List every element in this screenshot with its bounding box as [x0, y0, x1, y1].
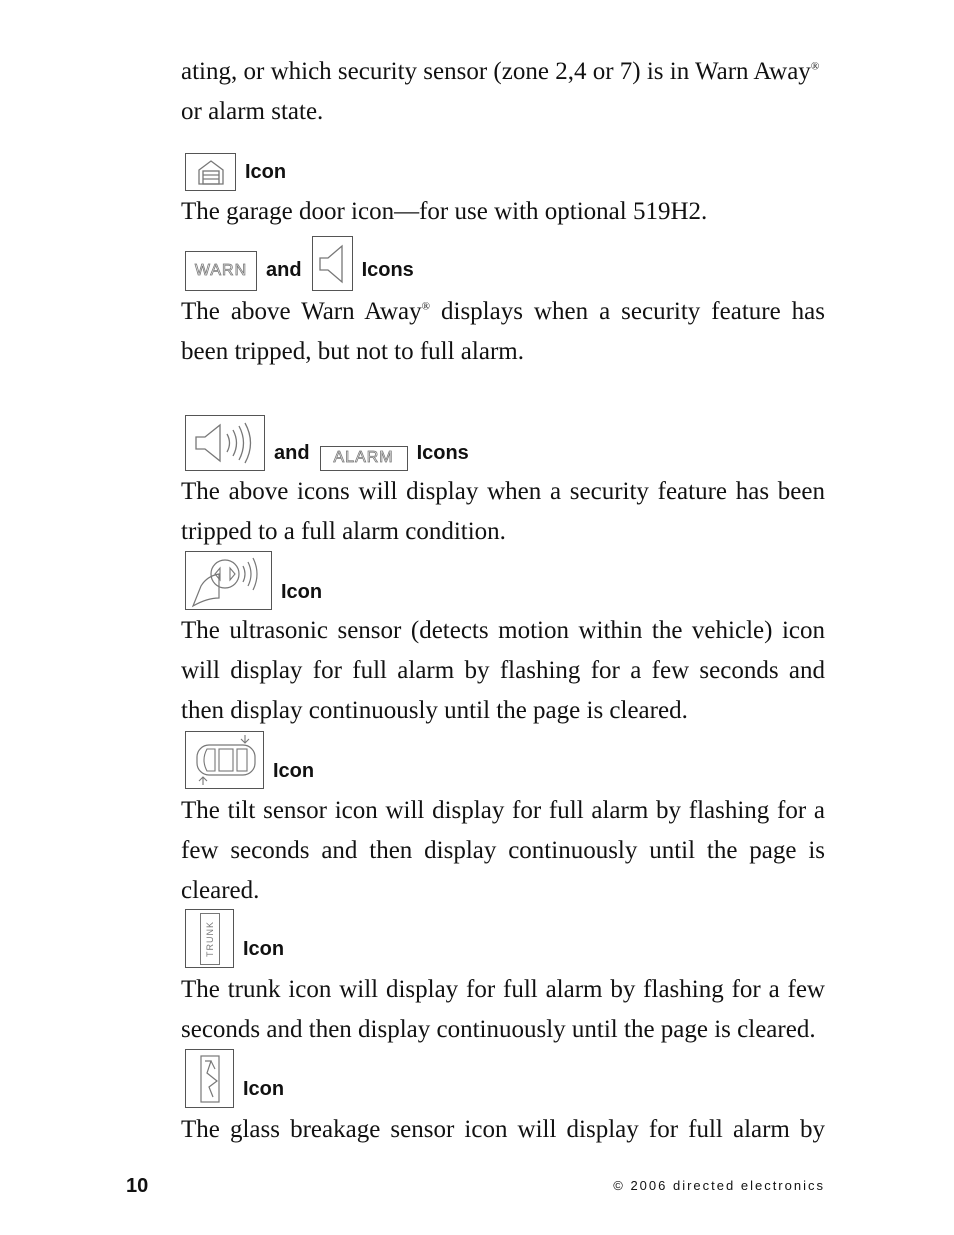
tilt-icon-label: Icon: [273, 759, 315, 782]
tilt-sensor-icon: [185, 731, 264, 789]
glass-breakage-icon: [185, 1049, 234, 1108]
glass-description: The glass breakage sensor icon will display for full alarm by: [181, 1116, 825, 1143]
tilt-icon-row: [185, 731, 314, 789]
trunk-description: The trunk icon will display for full alarm by flashing for a few seconds and then display continuously until the page is cleared.: [181, 976, 825, 1043]
tilt-description: The tilt sensor icon will display for full alarm by flashing for a few seconds and then display continuously until the page is cleared.: [181, 797, 825, 904]
warn-icons-row: [185, 236, 414, 291]
warn-and-label: and: [266, 259, 302, 281]
registered-mark: ®: [810, 60, 820, 73]
trunk-icon-row: [185, 909, 284, 968]
intro-line-2: or alarm state.: [181, 98, 324, 125]
alarm-and-label: and: [274, 441, 310, 464]
alarm-icons-label: Icons: [416, 441, 469, 464]
siren-icon: [312, 236, 353, 291]
alarm-description: The above icons will display when a security feature has been tripped to a full alarm condition.: [181, 478, 825, 545]
alarm-icons-row: [185, 415, 469, 471]
registered-mark: ®: [421, 300, 430, 313]
warn-desc-end: displays when a security feature has been tripped, but not to full alarm.: [181, 298, 825, 365]
garage-description: The garage door icon—for use with optional 519H2.: [181, 198, 708, 225]
garage-door-icon: [185, 153, 236, 191]
trunk-icon-label: Icon: [243, 938, 285, 960]
warn-icons-label: Icons: [361, 259, 414, 281]
ultrasonic-icon-row: [185, 551, 322, 610]
warn-description: [181, 292, 825, 372]
ultrasonic-sensor-icon: [185, 551, 272, 610]
ultrasonic-description: The ultrasonic sensor (detects motion within the vehicle) icon will display for full alarm by flashing for a few seconds and then display continuously until the page is cleared.: [181, 617, 825, 724]
siren-sound-icon: [185, 415, 265, 471]
intro-paragraph: [181, 52, 825, 132]
alarm-icon: [320, 446, 408, 471]
copyright-notice: © 2006 directed electronics: [613, 1178, 825, 1193]
trunk-icon-text: TRUNK: [204, 920, 215, 957]
glass-icon-label: Icon: [243, 1078, 285, 1100]
alarm-icon-text: ALARM: [333, 449, 394, 466]
intro-line-text: ating, or which security sensor (zone 2,4 or 7) is in Warn Away: [181, 58, 811, 85]
warn-icon-text: WARN: [194, 261, 248, 279]
garage-icon-row: [185, 153, 286, 191]
warn-desc-start: The above Warn Away: [181, 298, 422, 325]
warn-icon: [185, 251, 257, 291]
page-number: 10: [126, 1175, 149, 1197]
trunk-icon: [185, 909, 234, 968]
glass-icon-row: [185, 1049, 284, 1108]
ultrasonic-icon-label: Icon: [281, 581, 323, 603]
garage-icon-label: Icon: [245, 160, 287, 183]
